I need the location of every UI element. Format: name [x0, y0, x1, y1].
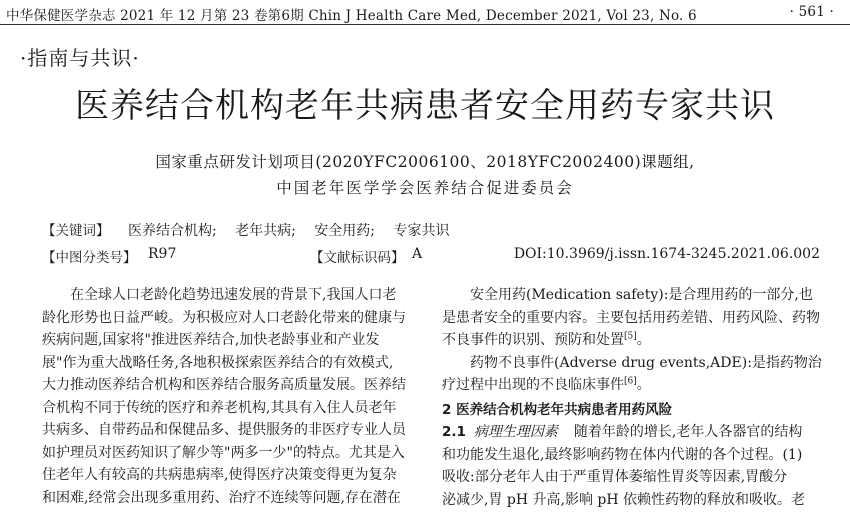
section-heading: 2 医养结合机构老年共病患者用药风险	[442, 401, 673, 418]
keywords-row	[42, 219, 820, 240]
body-line	[442, 421, 836, 444]
doc-code-label: 【文献标识码】	[310, 250, 405, 266]
body-line: 共病多、自带药品和保健品多、提供服务的非医疗专业人员	[42, 422, 406, 438]
body-line: 在全球人口老龄化趋势迅速发展的背景下,我国人口老	[70, 287, 397, 303]
keyword: 安全用药;	[314, 223, 376, 239]
body-line: 药物不良事件(Adverse drug events,ADE):是指药物治	[470, 354, 822, 371]
keyword: 医养结合机构;	[127, 223, 217, 239]
body-line: 是患者安全的重要内容。主要包括用药差错、用药风险、药物	[442, 309, 820, 326]
journal-citation: 中华保健医学杂志 2021 年 12 月第 23 卷第6期 Chin J Health Care Med, December 2021, Vol 23, No. 6	[6, 8, 697, 24]
body-line: 安全用药(Medication safety):是合理用药的一部分,也	[470, 287, 813, 303]
page-number: · 561 ·	[789, 4, 834, 20]
body-line: 展"作为重大战略任务,各地积极探索医养结合的有效模式,	[42, 354, 394, 371]
body-line: 不良事件的识别、预防和处置[5]。	[442, 331, 651, 348]
body-line: 疾病问题,国家将"推进医养结合,加快老龄事业和产业发	[42, 332, 380, 348]
body-line: 如护理员对医药知识了解少等"两多一少"的特点。尤其是入	[42, 444, 405, 461]
body-line: 龄化形势也日益严峻。为积极应对人口老龄化带来的健康与	[42, 309, 406, 326]
body-text: 疗过程中出现的不良临床事件	[442, 377, 624, 393]
left-column	[42, 284, 408, 509]
doi: DOI:10.3969/j.issn.1674-3245.2021.06.002	[513, 246, 820, 262]
article-title: 医养结合机构老年共病患者安全用药专家共识	[75, 86, 775, 126]
subsection-number: 2.1	[442, 424, 466, 440]
author-line-1: 国家重点研发计划项目(2020YFC2006100、2018YFC2002400)课题组,	[155, 153, 695, 171]
body-text: 随着年龄的增长,老年人各器官的结构	[573, 424, 803, 440]
citation-ref: [6]	[624, 376, 637, 387]
running-head	[0, 0, 850, 26]
keyword: 专家共识	[393, 223, 450, 239]
column-tag: ·指南与共识·	[20, 46, 140, 70]
right-column	[442, 284, 836, 511]
classification-row	[42, 246, 820, 266]
body-line: 疗过程中出现的不良临床事件[6]。	[442, 376, 651, 393]
body-line: 和功能发生退化,最终影响药物在体内代谢的各个过程。(1)	[442, 446, 803, 463]
body-line: 吸收:部分老年人由于严重胃体萎缩性胃炎等因素,胃酸分	[442, 469, 788, 485]
keyword: 老年共病;	[235, 223, 296, 239]
body-text: 不良事件的识别、预防和处置	[442, 332, 624, 348]
body-line: 大力推动医养结合机构和医养结合服务高质量发展。医养结	[42, 377, 406, 393]
citation-ref: [5]	[624, 331, 637, 342]
clc-label: 【中图分类号】	[42, 250, 137, 266]
clc-value: R97	[148, 246, 177, 262]
keywords-label: 【关键词】	[42, 223, 110, 239]
subsection-title: 病理生理因素	[473, 424, 558, 440]
header-rule	[0, 24, 850, 25]
body-line: 合机构不同于传统的医疗和养老机构,其具有入住人员老年	[42, 399, 397, 416]
author-line-2: 中国老年医学学会医养结合促进委员会	[276, 179, 574, 197]
body-line: 泌减少,胃 pH 升高,影响 pH 依赖性药物的释放和吸收。老	[442, 491, 806, 508]
body-line: 和困难,经常会出现多重用药、治疗不连续等问题,存在潜在	[42, 489, 401, 506]
body-line: 住老年人有较高的共病患病率,使得医疗决策变得更为复杂	[42, 467, 397, 483]
doc-code-value: A	[412, 246, 423, 262]
